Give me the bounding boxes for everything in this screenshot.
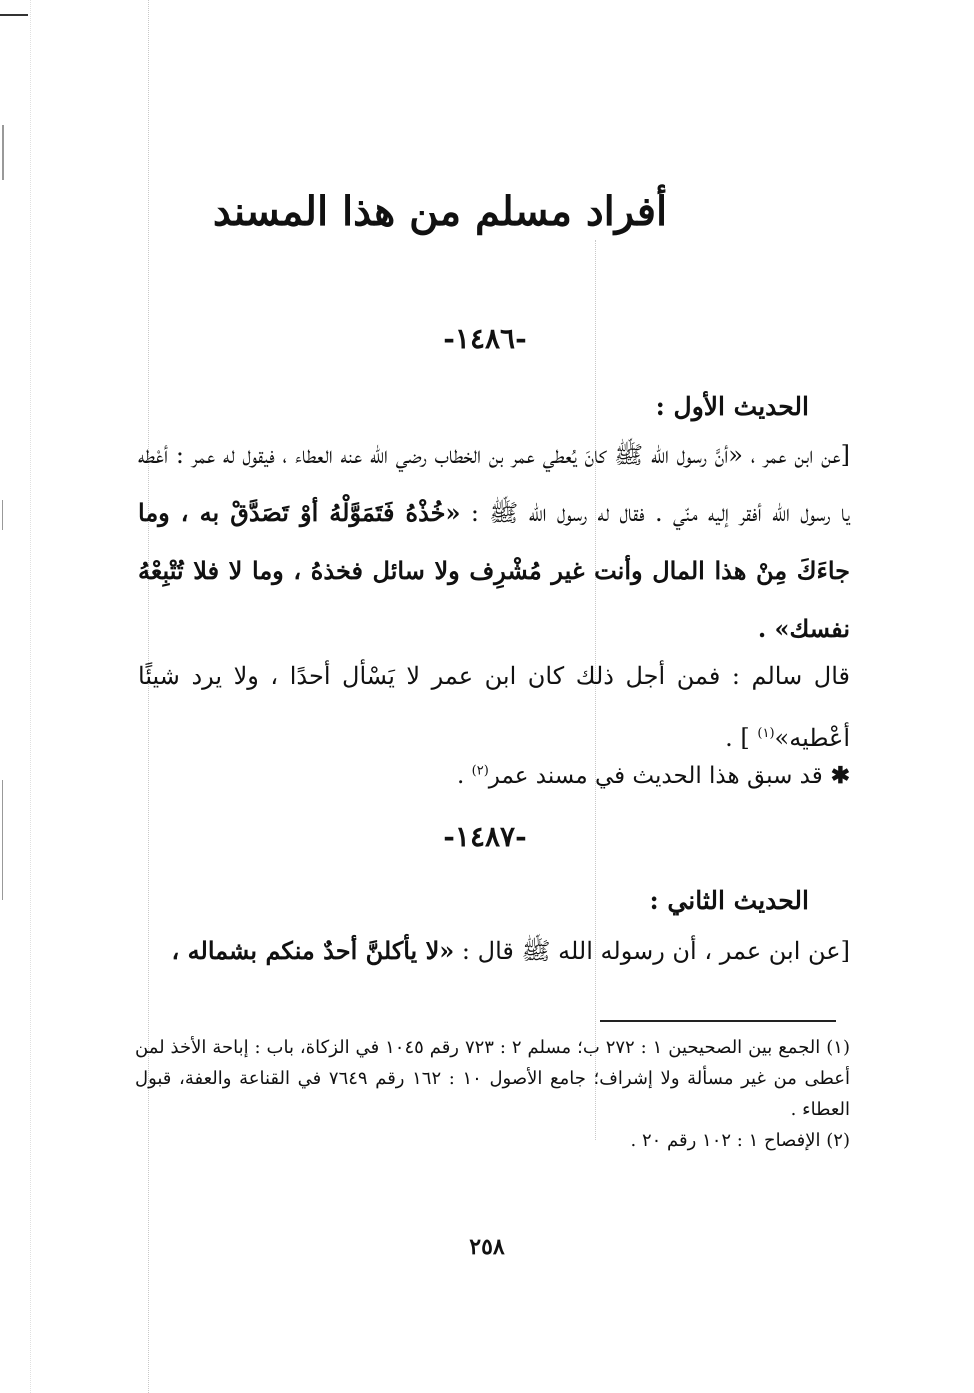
scan-edge-mark <box>2 125 4 180</box>
footnote-separator <box>600 1020 836 1022</box>
hadith-heading-first: الحديث الأول : <box>655 392 809 421</box>
hadith-1486-text <box>138 426 850 658</box>
salim-comment-text: قال سالم : فمن أجل ذلك كان ابن عمر لا يَسْأل أحدًا ، ولا يرد شيئًا أعْطيه» <box>138 662 850 752</box>
hadith-1487-prophetic-quote: «لا يأكلنَّ أحدٌ منكم بشماله ، <box>171 936 455 965</box>
hadith-heading-second: الحديث الثاني : <box>649 886 809 915</box>
page-number: ٢٥٨ <box>469 1234 505 1260</box>
cross-reference-end: . <box>457 763 472 789</box>
footnote-ref-1: (١) <box>757 726 775 741</box>
footnotes <box>135 1032 850 1156</box>
cross-reference-text: قد سبق هذا الحديث في مسند عمر <box>488 763 823 789</box>
footnote-2: (٢) الإفصاح ١ : ١٠٢ رقم ٢٠ . <box>630 1130 850 1151</box>
hadith-1486-prophetic-quote: «خُذْهُ فَتَمَوَّلْهُ أوْ تَصَدَّقْ به ، وما جاءَكَ مِنْ هذا المال وأنت غير مُشْرِف ولا سائل فخذهُ ، وما لا فلا تُتْبِعْهُ نفسك» . <box>138 498 850 643</box>
footnote-1: (١) الجمع بين الصحيحين ١ : ٢٧٢ ب؛ مسلم ٢ : ٧٢٣ رقم ١٠٤٥ في الزكاة، باب : إباحة الأخذ لمن أعطى من غير مسألة ولا إشراف؛ جامع الأصول ١٠ : ١٦٢ رقم ٧٦٤٩ في القناعة والعفة، قبول العطاء . <box>135 1037 851 1120</box>
hadith-number-1487: -١٤٨٧- <box>443 820 527 853</box>
page-title: أفراد مسلم من هذا المسند <box>212 188 668 235</box>
hadith-1487-text <box>138 922 850 980</box>
cross-reference-note <box>300 762 850 789</box>
scan-edge-mark <box>2 500 3 530</box>
scan-corner-mark <box>0 14 28 16</box>
hadith-number-1486: -١٤٨٦- <box>443 322 527 355</box>
salim-comment-end: ] . <box>725 724 758 752</box>
footnote-ref-2: (٢) <box>471 763 489 779</box>
hadith-1486-salim-comment <box>138 647 850 767</box>
scan-edge-mark <box>2 780 3 900</box>
hadith-1487-narration: [عن ابن عمر ، أن رسوله الله ﷺ قال : <box>454 937 850 965</box>
scan-artifact-line <box>30 0 32 1393</box>
asterisk-icon: ✱ <box>830 762 850 789</box>
hadith-1486-narration: [عن ابن عمر ، «أنَّ رسول الله ﷺ كانَ يُعطي عمر بن الخطاب رضي الله عنه العطاء ، فيقول له عمر : أعْطه يا رسول الله أفقر إليه منّي . فقال له رسول الله ﷺ : <box>138 441 851 527</box>
